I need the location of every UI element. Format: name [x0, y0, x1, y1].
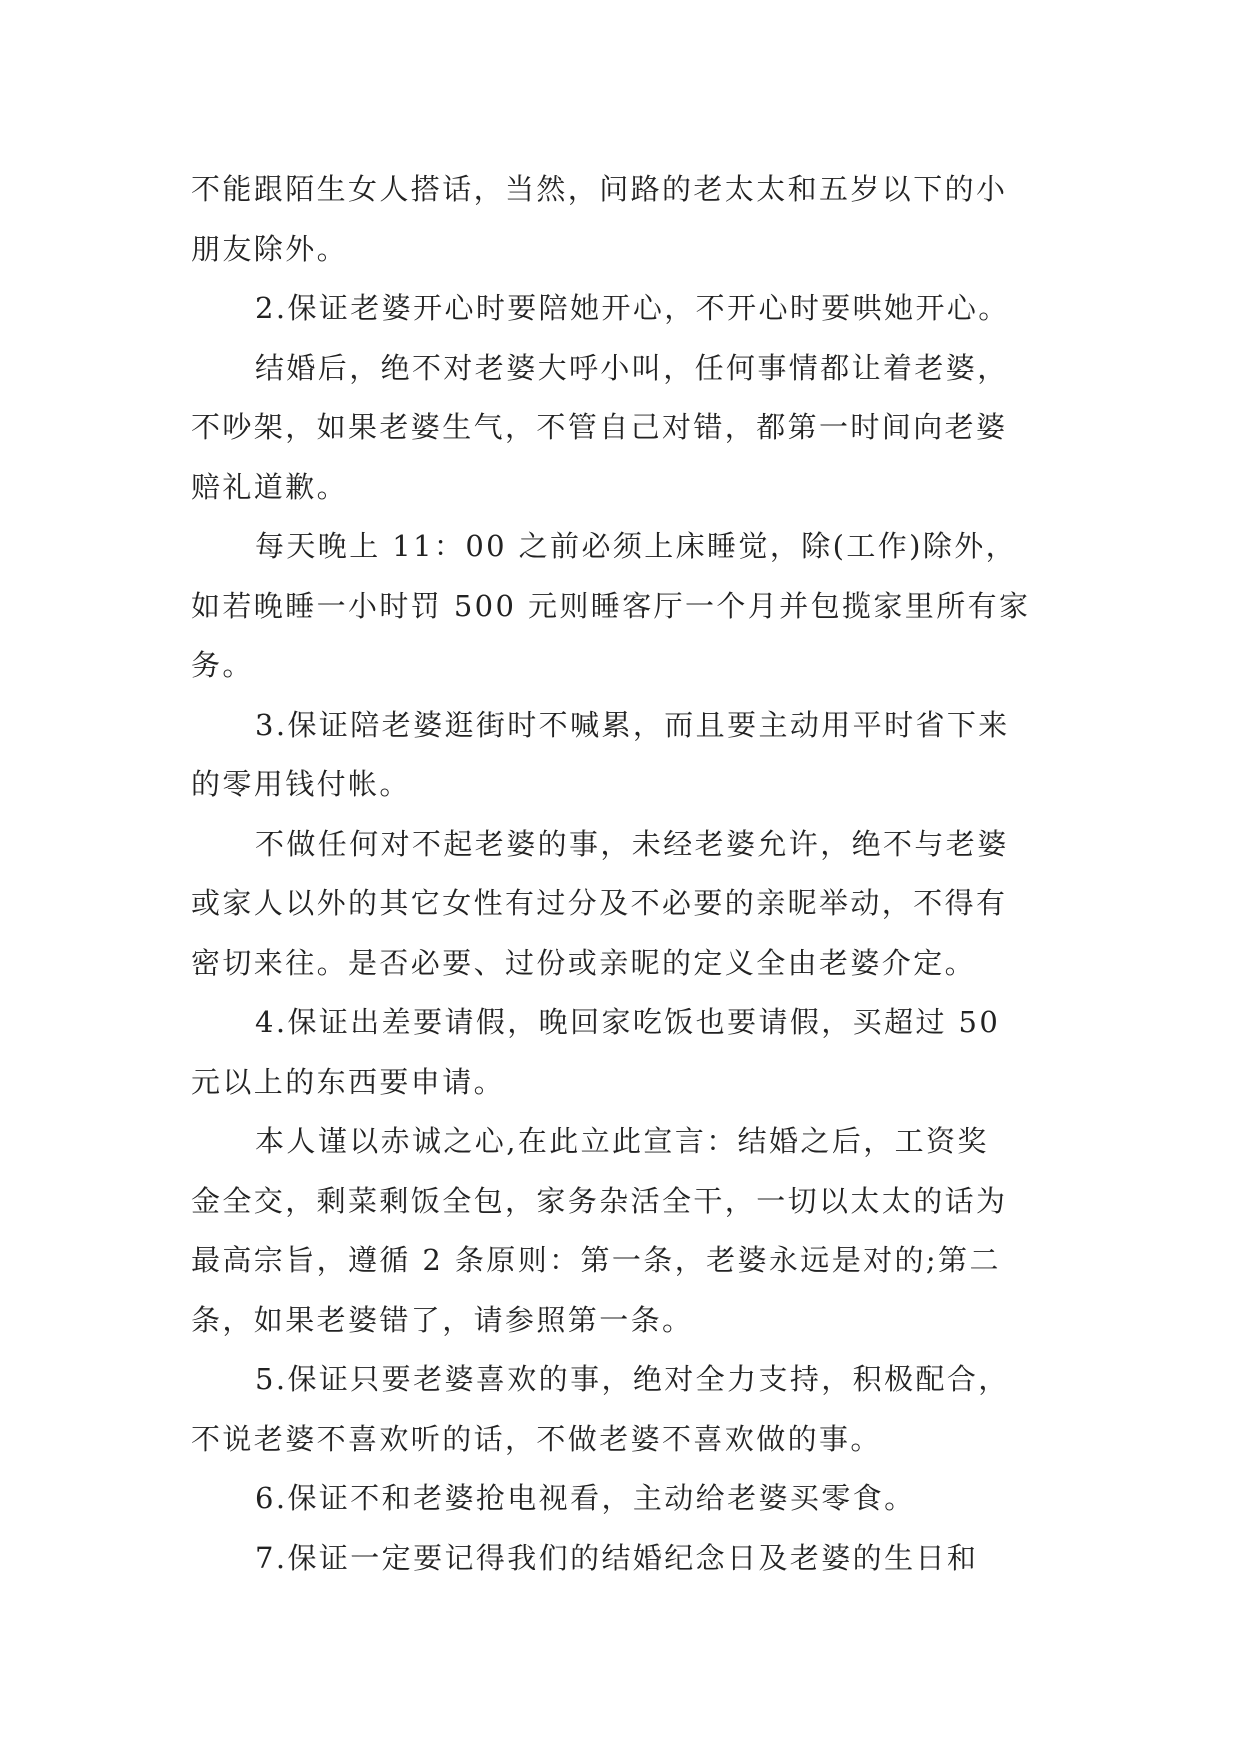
- text-line: 务。: [191, 648, 254, 682]
- text-line: 金全交，剩菜剩饭全包，家务杂活全干，一切以太太的话为: [191, 1183, 1008, 1218]
- text-line: 2.保证老婆开心时要陪她开心，不开心时要哄她开心。: [255, 291, 1010, 325]
- text-line: 最高宗旨，遵循 2 条原则：第一条，老婆永远是对的;第二: [191, 1243, 1001, 1277]
- text-line: 结婚后，绝不对老婆大呼小叫，任何事情都让着老婆，: [255, 350, 1009, 385]
- text-line: 的零用钱付帐。: [191, 767, 411, 801]
- text-line: 5.保证只要老婆喜欢的事，绝对全力支持，积极配合，: [255, 1362, 1010, 1396]
- text-line: 不能跟陌生女人搭话，当然，问路的老太太和五岁以下的小: [191, 172, 1008, 206]
- text-line: 本人谨以赤诚之心,在此立此宣言：结婚之后，工资奖: [255, 1124, 989, 1158]
- text-line: 密切来往。是否必要、过份或亲昵的定义全由老婆介定。: [191, 945, 977, 980]
- text-line: 7.保证一定要记得我们的结婚纪念日及老婆的生日和: [255, 1540, 979, 1575]
- text-line: 每天晚上 11：00 之前必须上床睡觉，除(工作)除外，: [255, 529, 1018, 563]
- document-body: [191, 160, 1051, 1588]
- text-line: 如若晚睡一小时罚 500 元则睡客厅一个月并包揽家里所有家: [191, 588, 1031, 623]
- text-line: 3.保证陪老婆逛街时不喊累，而且要主动用平时省下来: [255, 707, 1010, 742]
- text-line: 条，如果老婆错了，请参照第一条。: [191, 1302, 694, 1337]
- text-line: 或家人以外的其它女性有过分及不必要的亲昵举动，不得有: [191, 886, 1008, 920]
- text-line: 不吵架，如果老婆生气，不管自己对错，都第一时间向老婆: [191, 410, 1008, 444]
- text-line: 不做任何对不起老婆的事，未经老婆允许，绝不与老婆: [255, 826, 1009, 861]
- text-line: 赔礼道歉。: [191, 469, 349, 504]
- text-line: 元以上的东西要申请。: [191, 1064, 506, 1099]
- text-line: 朋友除外。: [191, 231, 349, 266]
- text-line: 不说老婆不喜欢听的话，不做老婆不喜欢做的事。: [191, 1421, 882, 1456]
- text-line: 4.保证出差要请假，晚回家吃饭也要请假，买超过 50: [255, 1005, 1001, 1039]
- text-line: 6.保证不和老婆抢电视看，主动给老婆买零食。: [255, 1481, 916, 1515]
